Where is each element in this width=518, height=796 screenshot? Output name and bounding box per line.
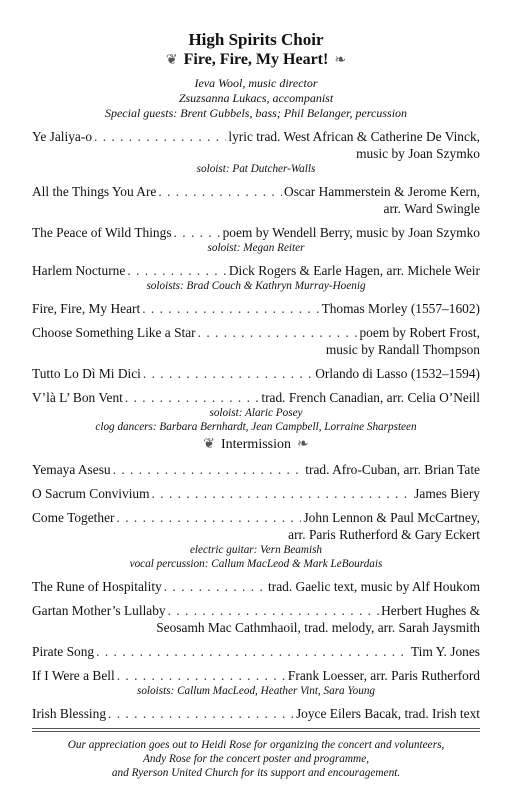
performer-note: clog dancers: Barbara Bernhardt, Jean Campbell, Lorraine Sharpsteen	[95, 421, 417, 433]
fleuron-right-icon: ❧	[297, 437, 309, 452]
fleuron-left-icon: ❦	[165, 53, 178, 68]
performer-note: soloist: Megan Reiter	[207, 242, 305, 254]
piece-line	[32, 602, 480, 619]
piece-credit: poem by Robert Frost,	[359, 325, 480, 340]
piece-line	[32, 128, 480, 145]
performer-note: soloists: Brad Couch & Kathryn Murray-Hoenig	[146, 280, 366, 292]
piece-credit: Frank Loesser, arr. Paris Rutherford	[287, 668, 480, 683]
piece-credit: poem by Wendell Berry, music by Joan Szymko	[222, 225, 480, 240]
piece-title: Harlem Nocturne	[32, 263, 126, 278]
piece-credit-continued: music by Randall Thompson	[325, 342, 480, 357]
fleuron-right-icon: ❧	[334, 53, 347, 68]
piece-title: Yemaya Asesu	[32, 462, 111, 477]
intermission-heading	[32, 436, 480, 454]
dot-leader	[198, 324, 358, 341]
program-piece	[32, 183, 480, 217]
special-guests: Special guests: Brent Gubbels, bass; Phil Belanger, percussion	[104, 106, 408, 120]
performer-note: electric guitar: Vern Beamish	[189, 544, 323, 556]
piece-title: O Sacrum Convivium	[32, 486, 150, 501]
piece-line	[32, 485, 480, 502]
program-piece	[32, 509, 480, 571]
program-piece	[32, 389, 480, 434]
piece-credit: Thomas Morley (1557–1602)	[321, 301, 480, 316]
piece-credit: trad. Gaelic text, music by Alf Houkom	[268, 579, 480, 594]
program-piece	[32, 324, 480, 358]
performer-note: soloist: Pat Dutcher-Walls	[196, 163, 316, 175]
dot-leader	[164, 578, 266, 595]
piece-line	[32, 262, 480, 279]
dot-leader	[158, 183, 282, 200]
accompanist: Zsuzsanna Lukacs, accompanist	[178, 91, 334, 105]
piece-title: Fire, Fire, My Heart	[32, 301, 141, 316]
piece-credit: trad. Afro-Cuban, arr. Brian Tate	[305, 462, 480, 477]
piece-credit-continued: arr. Paris Rutherford & Gary Eckert	[288, 527, 480, 542]
piece-line	[32, 300, 480, 317]
piece-line	[32, 389, 480, 406]
program-piece	[32, 705, 480, 722]
piece-line	[32, 324, 480, 341]
acknowledgements	[32, 738, 480, 780]
dot-leader	[113, 461, 304, 478]
piece-line	[32, 183, 480, 200]
performer-note: soloist: Alaric Posey	[209, 407, 303, 419]
piece-line	[32, 705, 480, 722]
piece-credit: lyric trad. West African & Catherine De Vinck,	[228, 129, 480, 144]
acknowledgement-line: Andy Rose for the concert poster and programme,	[142, 753, 370, 765]
piece-title: The Rune of Hospitality	[32, 579, 162, 594]
dot-leader	[143, 365, 313, 382]
dot-leader	[94, 128, 226, 145]
piece-title: Pirate Song	[32, 644, 95, 659]
program-part-2	[32, 461, 480, 722]
piece-title: V’là L’ Bon Vent	[32, 390, 123, 405]
performer-note: soloists: Callum MacLeod, Heather Vint, Sara Young	[136, 685, 376, 697]
program-piece	[32, 224, 480, 255]
piece-credit: Herbert Hughes &	[381, 603, 480, 618]
dot-leader	[127, 262, 227, 279]
piece-title: Gartan Mother’s Lullaby	[32, 603, 166, 618]
concert-title: Fire, Fire, My Heart!	[183, 51, 329, 68]
piece-credit-continued: music by Joan Szymko	[356, 146, 480, 161]
piece-title: Ye Jaliya-o	[32, 129, 93, 144]
piece-line	[32, 578, 480, 595]
dot-leader	[142, 300, 319, 317]
dot-leader	[96, 643, 409, 660]
program-piece	[32, 643, 480, 660]
dot-leader	[108, 705, 294, 722]
piece-line	[32, 461, 480, 478]
piece-title: Choose Something Like a Star	[32, 325, 196, 340]
piece-credit: James Biery	[414, 486, 480, 501]
fleuron-left-icon: ❦	[203, 437, 215, 452]
dot-leader	[117, 667, 286, 684]
footer-divider	[32, 728, 480, 732]
program-piece	[32, 128, 480, 176]
acknowledgement-line: and Ryerson United Church for its support and encouragement.	[111, 767, 401, 779]
music-director: Ieva Wool, music director	[194, 76, 318, 90]
choir-name: High Spirits Choir	[188, 30, 324, 49]
piece-credit-continued: arr. Ward Swingle	[383, 201, 480, 216]
performer-note: vocal percussion: Callum MacLeod & Mark LeBourdais	[129, 558, 383, 570]
piece-line	[32, 667, 480, 684]
piece-title: Tutto Lo Dì Mi Dici	[32, 366, 141, 381]
acknowledgement-line: Our appreciation goes out to Heidi Rose for organizing the concert and volunteers,	[67, 739, 445, 751]
program-piece	[32, 262, 480, 293]
concert-title-line	[32, 50, 480, 71]
program-piece	[32, 300, 480, 317]
piece-credit: Oscar Hammerstein & Jerome Kern,	[284, 184, 480, 199]
program-part-1	[32, 128, 480, 434]
piece-title: All the Things You Are	[32, 184, 157, 199]
dot-leader	[125, 389, 259, 406]
program-piece	[32, 365, 480, 382]
piece-title: Irish Blessing	[32, 706, 107, 721]
piece-credit-continued: Seosamh Mac Cathmhaoil, trad. melody, arr. Sarah Jaysmith	[156, 620, 480, 635]
dot-leader	[174, 224, 221, 241]
piece-line	[32, 365, 480, 382]
piece-title: The Peace of Wild Things	[32, 225, 172, 240]
piece-line	[32, 509, 480, 526]
piece-credit: John Lennon & Paul McCartney,	[303, 510, 480, 525]
piece-credit: Dick Rogers & Earle Hagen, arr. Michele Weir	[228, 263, 480, 278]
dot-leader	[152, 485, 413, 502]
dot-leader	[168, 602, 379, 619]
intermission-label: Intermission	[221, 437, 291, 452]
piece-credit: Joyce Eilers Bacak, trad. Irish text	[295, 706, 480, 721]
piece-credit: Tim Y. Jones	[410, 644, 480, 659]
program-piece	[32, 602, 480, 636]
program-piece	[32, 667, 480, 698]
piece-title: Come Together	[32, 510, 115, 525]
piece-title: If I Were a Bell	[32, 668, 115, 683]
piece-line	[32, 643, 480, 660]
program-piece	[32, 578, 480, 595]
program-page	[32, 30, 480, 780]
piece-line	[32, 224, 480, 241]
piece-credit: trad. French Canadian, arr. Celia O’Neill	[261, 390, 480, 405]
program-piece	[32, 461, 480, 478]
piece-credit: Orlando di Lasso (1532–1594)	[315, 366, 480, 381]
dot-leader	[117, 509, 302, 526]
program-piece	[32, 485, 480, 502]
